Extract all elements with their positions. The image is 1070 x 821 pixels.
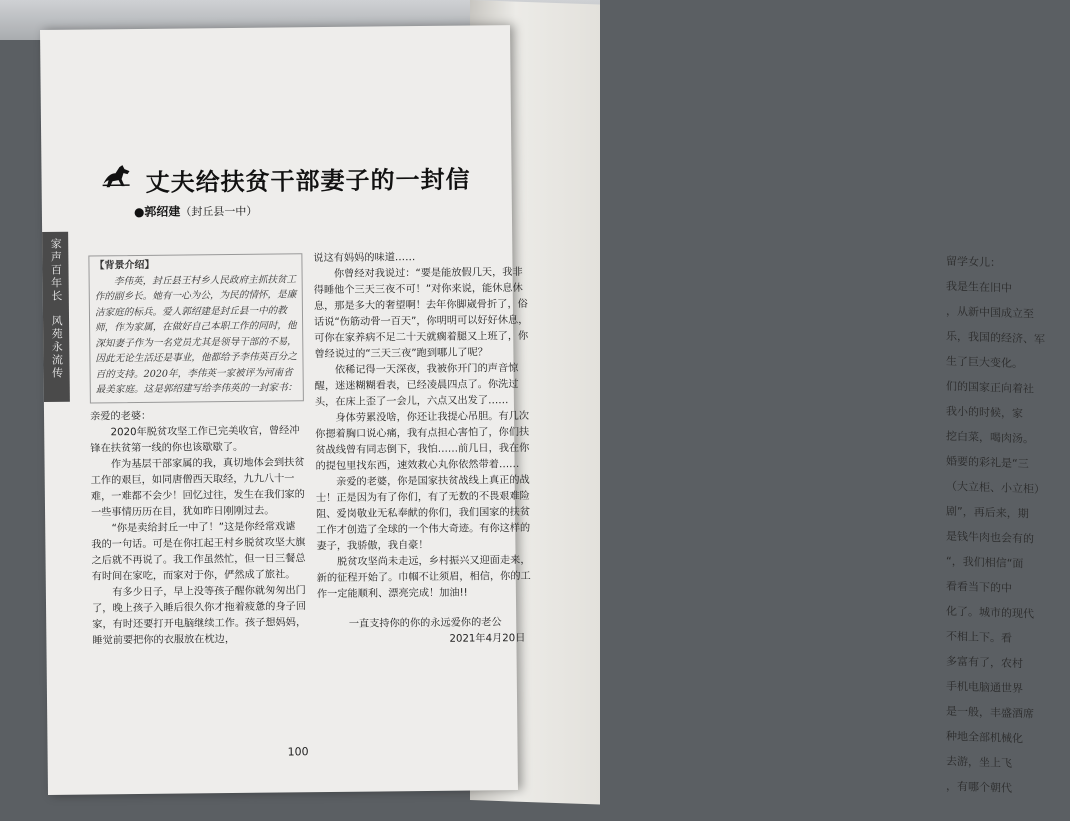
author-organization: （封丘县一中）: [180, 204, 258, 219]
facing-page-line: （大立柜、小立柜）: [946, 479, 1045, 497]
facing-page-line: 化了。城市的现代: [946, 604, 1034, 621]
background-heading: 【背景介绍】: [94, 259, 155, 272]
facing-page-line: ，从新中国成立至: [946, 304, 1034, 321]
facing-page-line: 婚要的彩礼是“三: [946, 454, 1029, 471]
letter-paragraph: 有多少日子，早上没等孩子醒你就匆匆出门了，晚上孩子入睡后很久你才拖着疲惫的身子回家，有时还要打开电脑继续工作。孩子想妈妈，睡觉前要把你的衣服放在枕边，: [92, 584, 307, 646]
right-column: [313, 249, 533, 649]
column-tab: [42, 232, 70, 402]
letter-paragraph: 身体劳累没啥，你还让我提心吊胆。有几次你摁着胸口说心痛，我有点担心害怕了，你们扶贫战线曾有同志倒下，我怕……前几日，我在你的提包里找东西，速效救心丸你依然带着……: [315, 410, 530, 473]
facing-page-line: 我小的时候，家: [946, 404, 1023, 421]
letter-paragraph: 依稀记得一天深夜，我被你开门的声音惊醒，迷迷糊糊看表，已经凌晨四点了。你洗过头，在床上歪了一会儿，六点又出发了……: [314, 363, 519, 409]
facing-page-line: 是钱牛肉也会有的: [946, 529, 1034, 546]
facing-page-line: 留学女儿：: [946, 254, 1001, 270]
background-box: [88, 253, 304, 403]
facing-page-line: 们的国家正向着社: [946, 379, 1034, 396]
author-line: [134, 202, 258, 220]
facing-page-line: 乐，我国的经济、军: [946, 329, 1045, 347]
facing-page-text: [946, 249, 1070, 803]
facing-page-line: 种地全部机械化: [946, 729, 1023, 746]
letter-paragraph: 你曾经对我说过：“要是能放假几天，我非得睡他个三天三夜不可！”对你来说，能休息休息，那是多大的奢望啊！去年你脚崴骨折了，俗话说“伤筋动骨一百天”，你明明可以好好休息，可你在家养病不足二十天就瘸着腿又上班了，你曾经说过的“三天三夜”跑到哪儿了呢？: [313, 266, 529, 361]
letter-paragraph: “你是卖给封丘一中了！”这是你经常戏谑我的一句话。可是在你扛起王村乡脱贫攻坚大旗之后就不再说了。我工作虽然忙，但一日三餐总有时间在家吃，而家对于你，俨然成了旅社。: [91, 520, 306, 582]
facing-page-line: 我是生在旧中: [946, 279, 1012, 295]
facing-page-line: 是一般，丰盛酒席: [946, 704, 1034, 721]
author-name: ●郭绍建: [133, 204, 181, 220]
left-column: [88, 253, 306, 649]
letter-greeting: 亲爱的老婆：: [89, 410, 152, 422]
letter-paragraph: 2020年脱贫攻坚工作已完美收官，曾经冲锋在扶贫第一线的你也该歇歇了。: [90, 424, 300, 454]
facing-page-line: 生了巨大变化。: [946, 354, 1023, 371]
letter-date: 2021年4月20日: [449, 632, 526, 645]
facing-page-line: 去游，坐上飞: [946, 754, 1012, 770]
book-page: [40, 25, 531, 795]
letter-paragraph: 说这有妈妈的味道……: [313, 252, 416, 265]
facing-page-line: 多富有了，农村: [946, 654, 1023, 671]
letter-signoff: 一直支持你的你的永远爱你的老公: [348, 617, 502, 630]
letter-paragraph: 脱贫攻坚尚未走远，乡村振兴又迎面走来，新的征程开始了。巾帼不让须眉，相信，你的工作一定能顺利、漂亮完成！加油!!: [316, 554, 531, 601]
facing-page-line: “，我们相信“面: [946, 554, 1024, 571]
letter-paragraph: 作为基层干部家属的我，真切地体会到扶贫工作的艰巨，如同唐僧西天取经，九九八十一难，一难都不会少！回忆过往，发生在我们家的一些事情历历在目，犹如昨日刚刚过去。: [90, 456, 305, 518]
column-tab-line-1: 家声百年长: [49, 237, 63, 303]
facing-page-line: 手机电脑通世界: [946, 679, 1023, 696]
article-title: 丈夫给扶贫干部妻子的一封信: [145, 165, 471, 197]
background-text: 李伟英，封丘县王村乡人民政府主抓扶贫工作的副乡长。她有一心为公，为民的情怀，是廉洁家庭的标兵。爱人郭绍建是封丘县一中的教师，作为家属，在做好自己本职工作的同时，他深知妻子作为一名党员尤其是领导干部的不易，因此无论生活还是事业，他都给予李伟英百分之百的支持。2020年，李伟英一家被评为河南省最美家庭。这是郭绍建写给李伟英的一封家书：: [94, 273, 298, 396]
letter-paragraph: 亲爱的老婆，你是国家扶贫战线上真正的战士！正是因为有了你们，有了无数的不畏艰难险阻、爱岗敬业无私奉献的你们，我们国家的扶贫工作才创造了全球的一个伟大奇迹。有你这样的妻子，我骄傲，我自豪！: [315, 474, 531, 553]
facing-page-line: ，有哪个朝代: [946, 779, 1012, 795]
page-number: 100: [287, 745, 309, 759]
facing-page-line: 看看当下的中: [946, 579, 1012, 595]
facing-page-line: 剧”，再后来，期: [946, 504, 1029, 521]
column-tab-line-2: 风苑永流传: [49, 314, 64, 380]
horse-emblem-icon: [99, 161, 133, 189]
facing-page-line: 不相上下。看: [946, 629, 1012, 645]
facing-page-line: 挖白菜，喝肉汤。: [946, 429, 1034, 446]
